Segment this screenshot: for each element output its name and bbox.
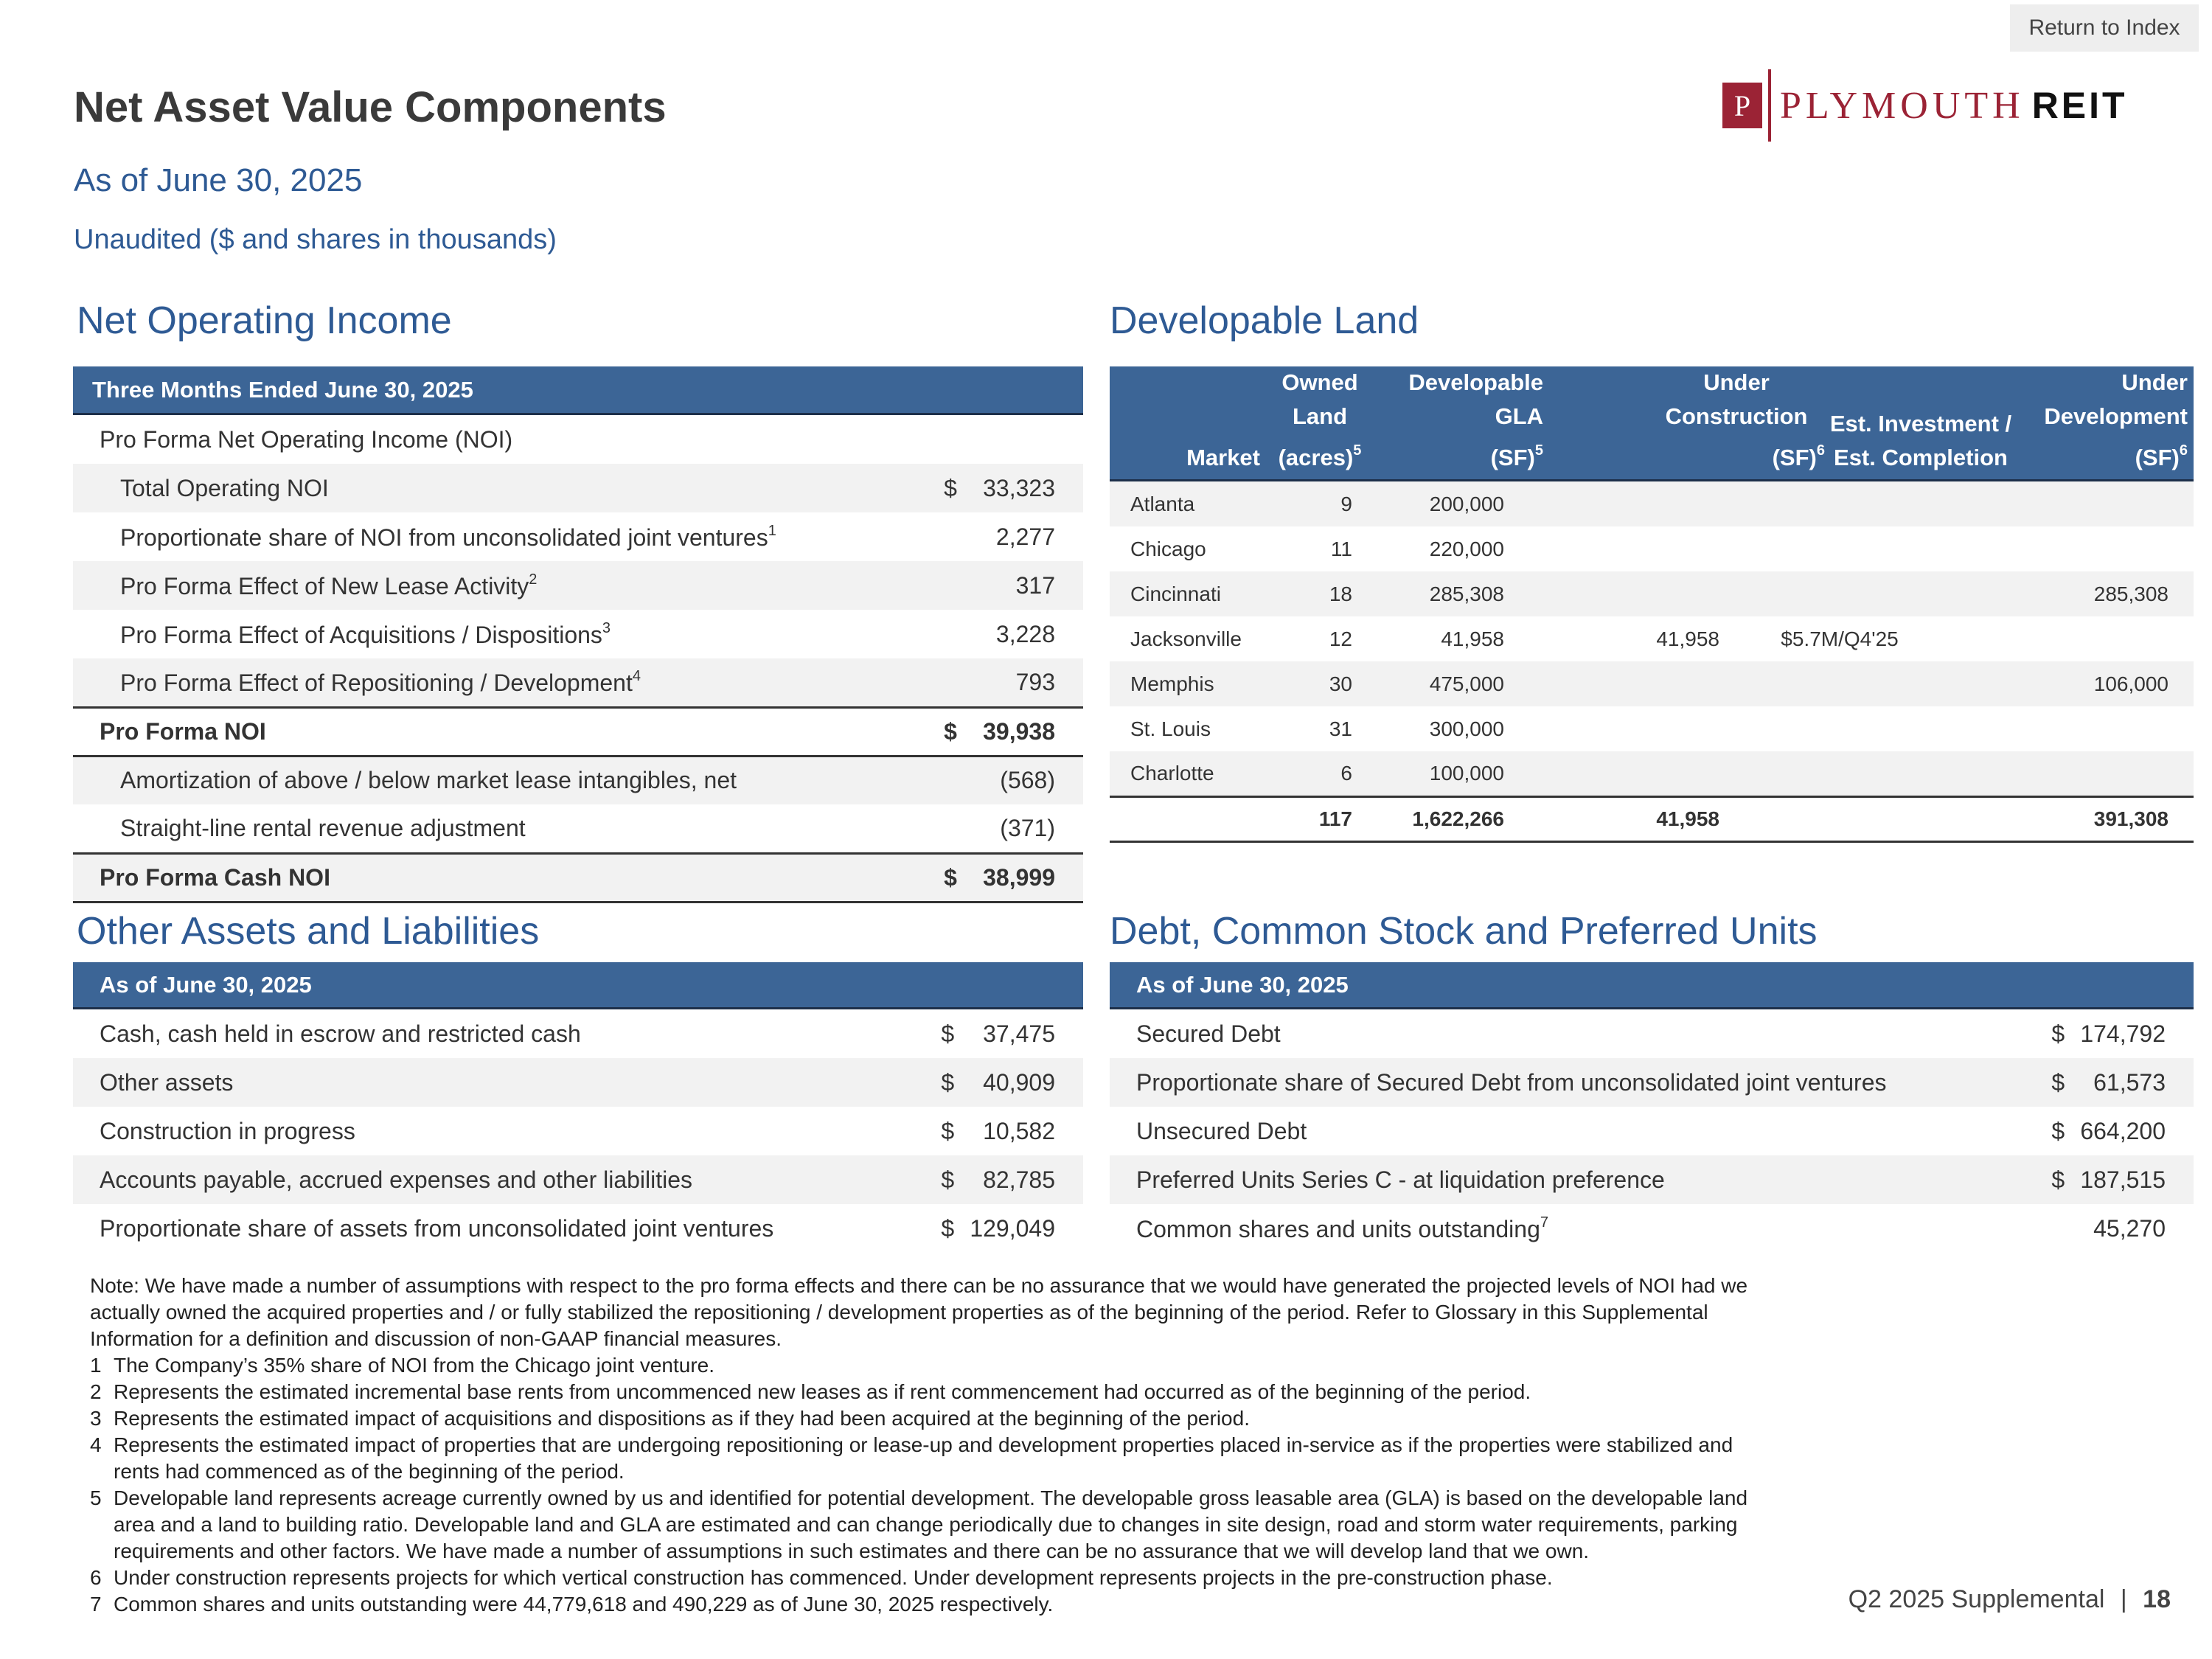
table-row <box>73 1204 1083 1253</box>
cell-market: Atlanta <box>1110 481 1250 526</box>
table-row <box>73 1009 1083 1058</box>
currency-sign <box>928 561 973 610</box>
row-label: Pro Forma Effect of Acquisitions / Dispositions <box>120 621 602 648</box>
currency-sign <box>928 512 973 561</box>
total-under-development: 391,308 <box>1947 796 2194 841</box>
row-value: 317 <box>973 561 1083 610</box>
row-value: (371) <box>1000 814 1055 841</box>
currency-sign: $ <box>2036 1058 2080 1107</box>
page-footer <box>1848 1585 2171 1614</box>
cell-market: Charlotte <box>1110 751 1250 796</box>
plymouth-reit-logo <box>1722 69 2128 142</box>
row-value: 174,792 <box>2080 1020 2166 1047</box>
noi-table-header: Three Months Ended June 30, 2025 <box>73 366 1083 415</box>
cell-under-development <box>1947 481 2194 526</box>
return-to-index-button[interactable]: Return to Index <box>2010 4 2199 52</box>
footnote-ref: 1 <box>768 522 776 539</box>
noi-section-title: Net Operating Income <box>77 299 452 342</box>
cell-under-construction <box>1517 706 1733 751</box>
row-value: 793 <box>973 658 1083 707</box>
table-row <box>1110 526 2194 571</box>
cell-under-development <box>1947 616 2194 661</box>
logo-reit: REIT <box>2031 85 2128 126</box>
cell-acres: 30 <box>1250 661 1364 706</box>
debt-table <box>1110 1009 2194 1253</box>
cell-under-development <box>1947 526 2194 571</box>
logo-divider <box>1768 69 1771 142</box>
cell-gla: 300,000 <box>1429 717 1504 740</box>
table-row <box>1110 616 2194 661</box>
row-label: Cash, cash held in escrow and restricted cash <box>100 1020 581 1047</box>
row-label: Proportionate share of Secured Debt from unconsolidated joint ventures <box>1110 1058 2036 1107</box>
row-label: Common shares and units outstanding <box>1136 1215 1540 1242</box>
row-label: Unsecured Debt <box>1136 1117 1307 1144</box>
cell-est <box>1733 571 1947 616</box>
cell-under-development <box>1947 751 2194 796</box>
table-row <box>73 415 1083 464</box>
cell-market: Jacksonville <box>1130 627 1242 650</box>
cell-under-construction <box>1517 526 1733 571</box>
cell-market: Memphis <box>1110 661 1250 706</box>
table-row <box>73 658 1083 707</box>
col-under-development: Under Development (SF)$^6$ <box>2044 369 2188 470</box>
cell-est <box>1733 481 1947 526</box>
noi-group-label: Pro Forma Net Operating Income (NOI) <box>100 425 513 453</box>
cell-est <box>1733 751 1947 796</box>
cell-gla: 475,000 <box>1364 661 1517 706</box>
cell-gla: 220,000 <box>1429 537 1504 560</box>
col-developable-gla: Developable GLA (SF)$^5$ <box>1408 369 1543 470</box>
row-label: Total Operating NOI <box>120 474 329 501</box>
currency-sign: $ <box>2051 1117 2065 1144</box>
cell-under-construction: 41,958 <box>1656 627 1719 650</box>
cell-acres: 18 <box>1250 571 1364 616</box>
footnote: 2 Represents the estimated incremental base rents from uncommenced new leases as if rent commencement had occurred as of the beginning of the period. <box>90 1380 1531 1403</box>
row-value: 10,582 <box>983 1117 1055 1144</box>
total-under-construction: 41,958 <box>1517 796 1733 841</box>
row-value: 39,938 <box>973 707 1083 756</box>
footnote: 4 Represents the estimated impact of properties that are undergoing repositioning or lease-up and development properties placed in-service as if the properties were stabilized and rents had commenced as of the beginning of the period. <box>90 1433 1733 1483</box>
cell-gla: 41,958 <box>1441 627 1504 650</box>
cell-under-construction <box>1517 661 1733 706</box>
currency-sign: $ <box>941 1117 955 1144</box>
row-label: Pro Forma Effect of New Lease Activity <box>120 572 529 599</box>
as-of-date: As of June 30, 2025 <box>74 162 363 198</box>
cell-est <box>1733 526 1947 571</box>
land-section-title: Developable Land <box>1110 299 1419 342</box>
currency-sign: $ <box>925 1155 970 1204</box>
land-table-header <box>1110 366 2194 481</box>
other-table <box>73 1009 1083 1253</box>
row-value: 129,049 <box>970 1214 1055 1242</box>
cell-est <box>1733 661 1947 706</box>
cell-acres: 9 <box>1250 481 1364 526</box>
currency-sign: $ <box>2051 1020 2065 1047</box>
table-row <box>1110 1009 2194 1058</box>
footnote: 5 Developable land represents acreage currently owned by us and identified for potential development. The developable gross leasable area (GLA) is based on the developable land area and a land to building ratio. Developable land and GLA are estimated and can change periodically due to changes in site design, road and storm water requirements, parking requirements and other factors. We have made a number of assumptions in such estimates and there can be no assurance that we will develop land that we own. <box>90 1486 1748 1562</box>
row-value: 3,228 <box>995 620 1055 647</box>
other-section-title: Other Assets and Liabilities <box>77 910 540 953</box>
row-label: Amortization of above / below market lease intangibles, net <box>73 756 928 804</box>
row-label: Secured Debt <box>1136 1020 1281 1047</box>
footnote: 1 The Company’s 35% share of NOI from the Chicago joint venture. <box>90 1354 714 1377</box>
table-row <box>1110 1107 2194 1155</box>
col-est-investment: Est. Investment / Est. Completion <box>1829 411 2012 470</box>
table-row <box>1110 661 2194 706</box>
row-value: 664,200 <box>2080 1117 2166 1144</box>
row-label: Pro Forma NOI <box>73 707 928 756</box>
units-note: Unaudited ($ and shares in thousands) <box>74 224 557 255</box>
cell-under-development <box>1947 706 2194 751</box>
footnote-ref: 7 <box>1540 1214 1548 1231</box>
page-number: 18 <box>2143 1585 2171 1613</box>
debt-section-title: Debt, Common Stock and Preferred Units <box>1110 910 1818 953</box>
table-row <box>73 804 1083 853</box>
cell-under-construction <box>1517 751 1733 796</box>
row-label: Construction in progress <box>100 1117 355 1144</box>
table-row <box>73 1155 1083 1204</box>
table-row <box>1110 481 2194 526</box>
row-label: Straight-line rental revenue adjustment <box>120 814 526 841</box>
cell-est <box>1733 706 1947 751</box>
table-row <box>1110 1155 2194 1204</box>
land-total-row <box>1110 796 2194 841</box>
row-value: 45,270 <box>2093 1214 2166 1242</box>
cell-est: $5.7M/Q4'25 <box>1781 627 1899 650</box>
row-value: 2,277 <box>995 523 1055 550</box>
currency-sign: $ <box>2036 1155 2080 1204</box>
row-value: 38,999 <box>973 853 1083 902</box>
row-value: 40,909 <box>970 1058 1083 1107</box>
row-label: Preferred Units Series C - at liquidation preference <box>1110 1155 2036 1204</box>
pro-forma-cash-noi-row <box>73 853 1083 902</box>
page-title: Net Asset Value Components <box>74 83 667 131</box>
table-row <box>73 1058 1083 1107</box>
currency-sign: $ <box>925 1058 970 1107</box>
debt-table-header: As of June 30, 2025 <box>1110 962 2194 1009</box>
cell-under-construction <box>1517 481 1733 526</box>
noi-table <box>73 415 1083 903</box>
currency-sign: $ <box>928 707 973 756</box>
row-label: Other assets <box>73 1058 925 1107</box>
row-label: Pro Forma Cash NOI <box>73 853 928 902</box>
cell-acres: 6 <box>1250 751 1364 796</box>
currency-sign: $ <box>941 1214 955 1242</box>
pro-forma-noi-row <box>73 707 1083 756</box>
currency-sign: $ <box>928 853 973 902</box>
row-label: Pro Forma Effect of Repositioning / Development <box>120 669 633 696</box>
row-value: 37,475 <box>983 1020 1055 1047</box>
currency-sign: $ <box>928 464 973 512</box>
logo-wordmark: PLYMOUTH <box>1780 84 2025 127</box>
logo-mark: P <box>1722 83 1762 128</box>
table-row <box>1110 1204 2194 1253</box>
footnote-ref: 2 <box>529 571 538 588</box>
table-row <box>73 610 1083 658</box>
row-value: 82,785 <box>970 1155 1083 1204</box>
cell-market: Chicago <box>1130 537 1206 560</box>
cell-under-construction <box>1517 571 1733 616</box>
cell-market: Cincinnati <box>1110 571 1250 616</box>
table-row <box>73 756 1083 804</box>
total-gla: 1,622,266 <box>1364 796 1517 841</box>
footer-separator: | <box>2120 1585 2127 1613</box>
notes-block <box>90 1273 1756 1618</box>
table-row <box>1110 571 2194 616</box>
footer-label: Q2 2025 Supplemental <box>1848 1585 2105 1613</box>
currency-sign <box>928 610 973 658</box>
land-table <box>1110 481 2194 843</box>
row-value: 61,573 <box>2080 1058 2194 1107</box>
col-under-construction: Under Construction (SF)$^6$ <box>1665 369 1825 470</box>
cell-gla: 200,000 <box>1364 481 1517 526</box>
row-value: 33,323 <box>973 464 1083 512</box>
table-row <box>73 1107 1083 1155</box>
col-market: Market <box>1186 445 1260 470</box>
cell-acres: 12 <box>1329 627 1352 650</box>
row-label: Proportionate share of NOI from unconsolidated joint ventures <box>120 524 768 551</box>
row-label: Proportionate share of assets from unconsolidated joint ventures <box>100 1214 774 1242</box>
footnote: 7 Common shares and units outstanding were 44,779,618 and 490,229 as of June 30, 2025 respectively. <box>90 1593 1054 1615</box>
other-table-header: As of June 30, 2025 <box>73 962 1083 1009</box>
table-row <box>73 561 1083 610</box>
cell-under-development: 106,000 <box>1947 661 2194 706</box>
row-value: (568) <box>973 756 1083 804</box>
table-row <box>73 464 1083 512</box>
currency-sign <box>928 658 973 707</box>
notes-intro: Note: We have made a number of assumptions with respect to the pro forma effects and there can be no assurance that we would have generated the projected levels of NOI had we actually owned the acquired properties and / or fully stabilized the repositioning / development properties as of the beginning of the period. Refer to Glossary in this Supplemental Information for a definition and discussion of non-GAAP financial measures. <box>90 1274 1748 1350</box>
cell-under-development: 285,308 <box>1947 571 2194 616</box>
total-acres: 117 <box>1250 796 1364 841</box>
row-value: 187,515 <box>2080 1155 2194 1204</box>
footnote: 3 Represents the estimated impact of acquisitions and dispositions as if they had been acquired at the beginning of the period. <box>90 1407 1250 1430</box>
row-label: Accounts payable, accrued expenses and other liabilities <box>73 1155 925 1204</box>
table-row <box>1110 751 2194 796</box>
cell-gla: 100,000 <box>1364 751 1517 796</box>
currency-sign <box>2036 1204 2080 1253</box>
table-row <box>73 512 1083 561</box>
footnote-ref: 3 <box>602 619 611 636</box>
footnote-ref: 4 <box>632 667 641 684</box>
cell-gla: 285,308 <box>1364 571 1517 616</box>
table-row <box>1110 706 2194 751</box>
col-owned-land: Owned Land (acres)$^5$ <box>1278 369 1362 470</box>
cell-acres: 31 <box>1329 717 1352 740</box>
cell-market: St. Louis <box>1130 717 1211 740</box>
currency-sign: $ <box>941 1020 955 1047</box>
cell-acres: 11 <box>1330 537 1352 560</box>
footnote: 6 Under construction represents projects for which vertical construction has commenced. Under development represents projects in the pre-construction phase. <box>90 1566 1553 1589</box>
table-row <box>1110 1058 2194 1107</box>
